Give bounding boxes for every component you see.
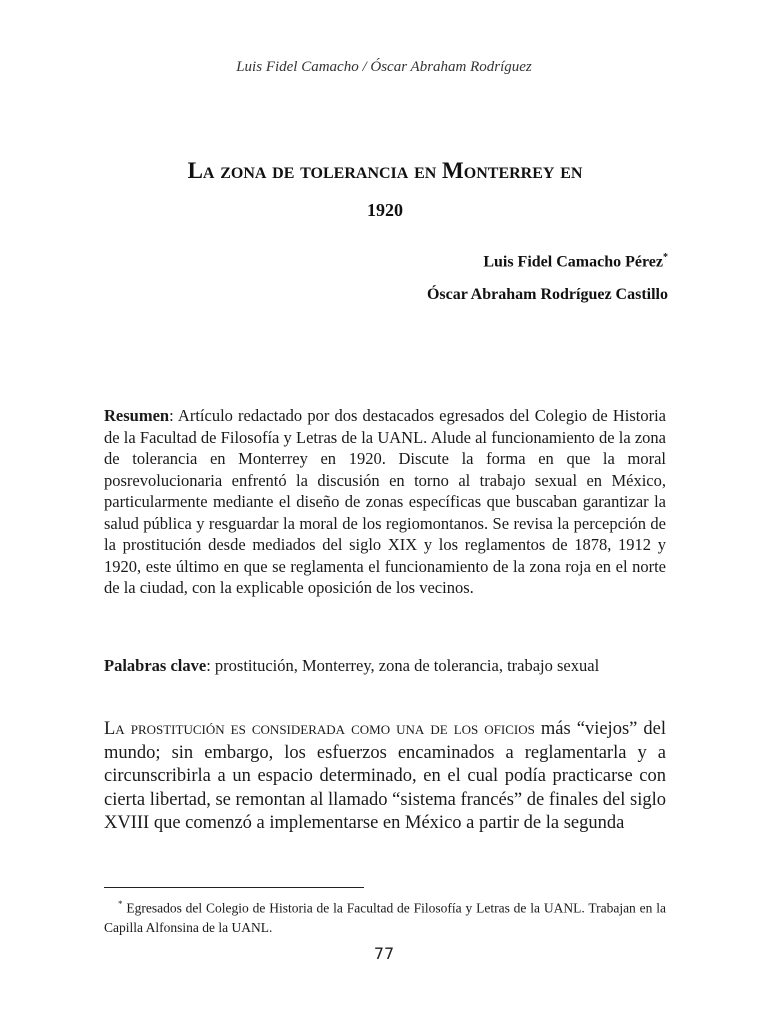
- abstract: [104, 405, 666, 599]
- body-paragraph: [104, 718, 666, 836]
- abstract-label: Resumen: [104, 406, 170, 425]
- title-line-1: La zona de tolerancia en Monterrey en: [187, 158, 583, 183]
- footnote-mark: *: [118, 899, 123, 909]
- page-number: 77: [373, 944, 395, 963]
- footnote-divider: [104, 887, 364, 888]
- author-2-name: Óscar Abraham Rodríguez Castillo: [426, 286, 668, 303]
- body-text: más “viejos” del mundo; sin embargo, los esfuerzos encaminados a reglamentarla y a circunscribirla a un espacio determinado, en el cual podía practicarse con cierta libertad, se remontan al llamado “sistema francés” de finales del siglo XVIII que comenzó a implementarse en México a partir de la segunda: [104, 719, 666, 833]
- keywords: [104, 655, 666, 677]
- footnote: [104, 895, 666, 937]
- title-line-2: 1920: [367, 200, 403, 220]
- author-1: [483, 252, 668, 271]
- author-1-footnote-mark: *: [663, 252, 668, 263]
- author-1-name: Luis Fidel Camacho Pérez: [483, 253, 663, 271]
- footnote-text: Egresados del Colegio de Historia de la Facultad de Filosofía y Letras de la UANL. Trabajan en la Capilla Alfonsina de la UANL.: [104, 900, 666, 935]
- abstract-text: : Artículo redactado por dos destacados egresados del Colegio de Historia de la Facultad de Filosofía y Letras de la UANL. Alude al funcionamiento de la zona de tolerancia en Monterrey en 1920. Discute la forma en que la moral posrevolucionaria enfrentó la discusión en torno al trabajo sexual en México, particularmente mediante el diseño de zonas específicas que buscaban garantizar la salud pública y resguardar la moral de los regiomontanos. Se revisa la percepción de la prostitución desde mediados del siglo XIX y los reglamentos de 1878, 1912 y 1920, este último en que se reglamenta el funcionamiento de la zona roja en el norte de la ciudad, con la explicable oposición de los vecinos.: [104, 406, 666, 597]
- keywords-label: Palabras clave: [104, 656, 207, 675]
- author-2: [427, 286, 668, 304]
- article-title: [100, 152, 670, 229]
- keywords-text: : prostitución, Monterrey, zona de tolerancia, trabajo sexual: [206, 656, 600, 675]
- running-header: Luis Fidel Camacho / Óscar Abraham Rodríguez: [236, 59, 532, 75]
- body-lead-in: La prostitución es considerada como una de los oficios: [104, 719, 535, 739]
